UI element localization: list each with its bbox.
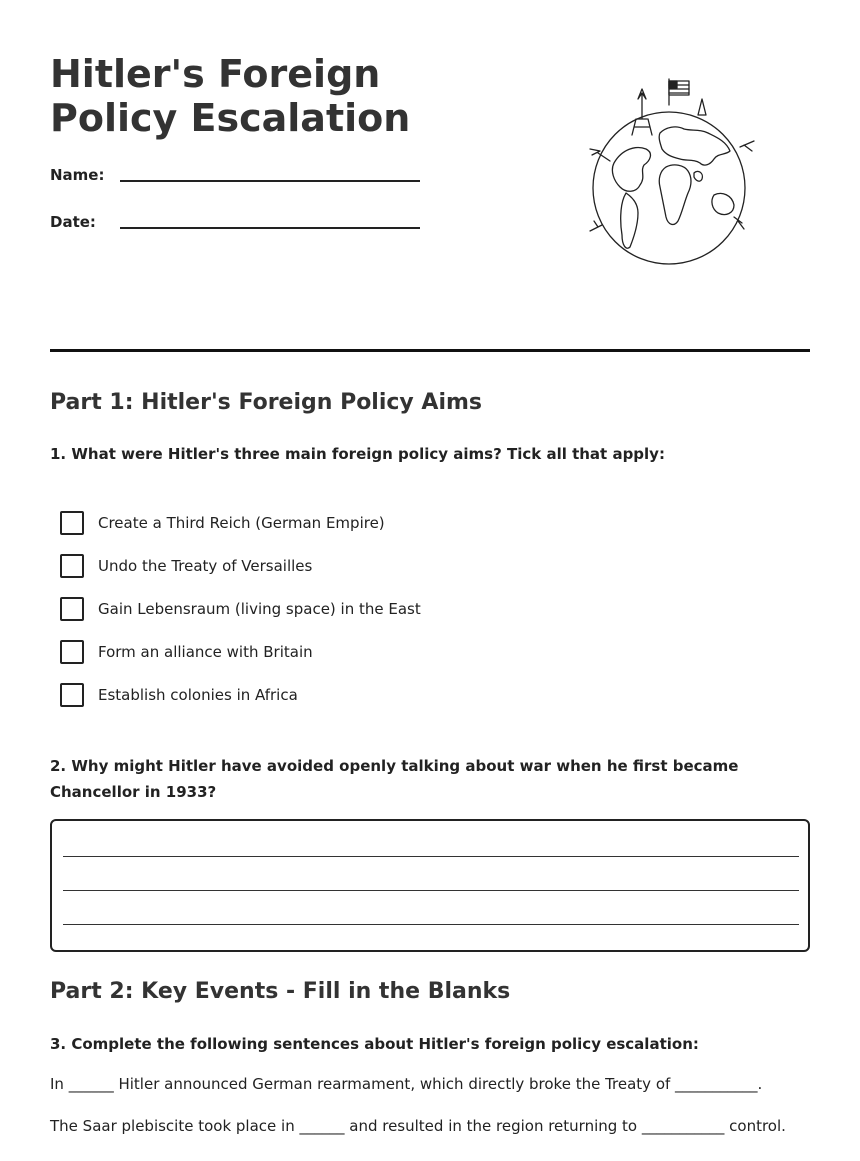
answer-line[interactable]	[63, 924, 799, 925]
option-label: Gain Lebensraum (living space) in the East	[98, 600, 421, 618]
name-label: Name:	[50, 166, 105, 184]
option-lebensraum[interactable]	[60, 597, 421, 621]
answer-box[interactable]	[50, 819, 810, 952]
checkbox[interactable]	[60, 683, 84, 707]
checkbox[interactable]	[60, 640, 84, 664]
option-undo-versailles[interactable]	[60, 554, 312, 578]
name-field[interactable]	[50, 166, 430, 196]
question-3: 3. Complete the following sentences about Hitler's foreign policy escalation:	[50, 1035, 699, 1053]
date-field[interactable]	[50, 213, 430, 243]
worksheet-title: Hitler's Foreign Policy Escalation	[50, 52, 411, 140]
name-line[interactable]	[120, 180, 420, 182]
option-label: Establish colonies in Africa	[98, 686, 298, 704]
checkbox[interactable]	[60, 511, 84, 535]
option-label: Undo the Treaty of Versailles	[98, 557, 313, 575]
date-label: Date:	[50, 213, 96, 231]
section-divider	[50, 349, 810, 352]
fill-blank-sentence-2[interactable]: The Saar plebiscite took place in ______ and resulted in the region returning to ___________ control.	[50, 1117, 786, 1135]
part1-title: Part 1: Hitler's Foreign Policy Aims	[50, 390, 483, 415]
option-label: Create a Third Reich (German Empire)	[98, 514, 385, 532]
answer-line[interactable]	[63, 890, 799, 891]
question-2: 2. Why might Hitler have avoided openly talking about war when he first became Chancellor in 1933?	[50, 757, 739, 801]
question-1: 1. What were Hitler's three main foreign policy aims? Tick all that apply:	[50, 445, 665, 463]
part2-title: Part 2: Key Events - Fill in the Blanks	[50, 979, 511, 1004]
fill-blank-sentence-1[interactable]: In ______ Hitler announced German rearmament, which directly broke the Treaty of ___________.	[50, 1075, 763, 1093]
date-line[interactable]	[120, 227, 420, 229]
option-alliance-britain[interactable]	[60, 640, 313, 664]
option-label: Form an alliance with Britain	[98, 643, 313, 661]
checkbox[interactable]	[60, 597, 84, 621]
option-colonies-africa[interactable]	[60, 683, 298, 707]
option-third-reich[interactable]	[60, 511, 385, 535]
checkbox[interactable]	[60, 554, 84, 578]
answer-line[interactable]	[63, 856, 799, 857]
globe-with-landmarks-icon	[580, 75, 765, 270]
